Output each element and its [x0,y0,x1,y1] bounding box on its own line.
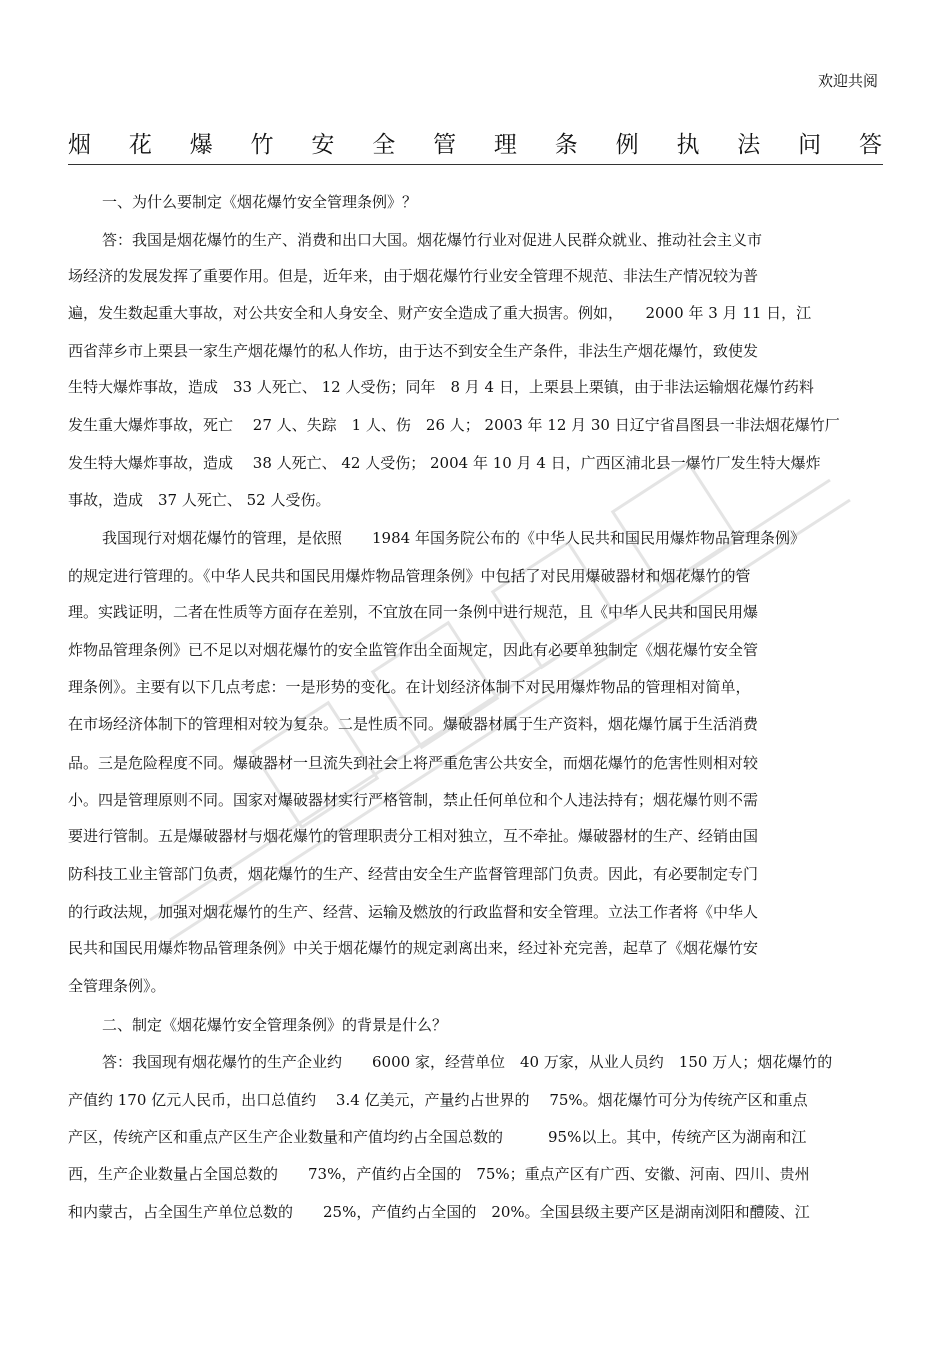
title-char: 执 [676,131,700,158]
paragraph-line: 理。实践证明，二者在性质等方面存在差别，不宜放在同一条例中进行规范，且《中华人民共和国民用爆 [68,603,759,621]
paragraph-line: 民共和国民用爆炸物品管理条例》中关于烟花爆竹的规定剥离出来，经过补充完善，起草了《烟花爆竹安 [68,939,759,957]
title-char: 法 [737,131,761,158]
paragraph-line: 的规定进行管理的。《中华人民共和国民用爆炸物品管理条例》中包括了对民用爆破器材和烟花爆竹的管 [68,567,751,585]
paragraph-line: 要进行管制。五是爆破器材与烟花爆竹的管理职责分工相对独立，互不牵扯。爆破器材的生产、经销由国 [68,827,759,845]
paragraph-line: 和内蒙古，占全国生产单位总数的 25%，产值约占全国的 20%。全国县级主要产区是湖南浏阳和醴陵、江 [68,1203,810,1221]
title-char: 条 [554,131,578,158]
title-char: 理 [493,131,517,158]
title-char: 答 [858,131,882,158]
title-char: 管 [433,131,457,158]
title-char: 竹 [250,131,274,158]
title-char: 例 [615,131,639,158]
title-char: 问 [798,131,822,158]
title-divider [68,164,883,165]
paragraph-line: 我国现行对烟花爆竹的管理，是依照 1984 年国务院公布的《中华人民共和国民用爆炸物品管理条例》 [102,529,805,547]
paragraph-line: 在市场经济体制下的管理相对较为复杂。二是性质不同。爆破器材属于生产资料，烟花爆竹属于生活消费 [68,715,759,733]
paragraph-line: 的行政法规，加强对烟花爆竹的生产、经营、运输及燃放的行政监督和安全管理。立法工作者将《中华人 [68,903,759,921]
paragraph-line: 发生重大爆炸事故，死亡 27 人、失踪 1 人、伤 26 人； 2003 年 12 月 30 日辽宁省昌图县一非法烟花爆竹厂 [68,416,840,434]
paragraph-line: 答：我国是烟花爆竹的生产、消费和出口大国。烟花爆竹行业对促进人民群众就业、推动社会主义市 [102,231,763,249]
paragraph-line: 发生特大爆炸事故，造成 38 人死亡、 42 人受伤； 2004 年 10 月 4 日，广西区浦北县一爆竹厂发生特大爆炸 [68,454,821,472]
paragraph-line: 理条例》。主要有以下几点考虑：一是形势的变化。在计划经济体制下对民用爆炸物品的管理相对简单， [68,678,751,696]
title-char: 爆 [189,131,213,158]
paragraph-line: 产区，传统产区和重点产区生产企业数量和产值均约占全国总数的 95%以上。其中，传统产区为湖南和江 [68,1128,807,1146]
title-char: 安 [311,131,335,158]
paragraph-line: 炸物品管理条例》已不足以对烟花爆竹的安全监管作出全面规定，因此有必要单独制定《烟花爆竹安全管 [68,641,759,659]
paragraph-line: 答：我国现有烟花爆竹的生产企业约 6000 家，经营单位 40 万家，从业人员约 150 万人；烟花爆竹的 [102,1053,833,1071]
paragraph-line: 小。四是管理原则不同。国家对爆破器材实行严格管制，禁止任何单位和个人违法持有；烟花爆竹则不需 [68,791,759,809]
title-char: 烟 [68,131,91,158]
title-char: 花 [128,131,152,158]
paragraph-line: 品。三是危险程度不同。爆破器材一旦流失到社会上将严重危害公共安全，而烟花爆竹的危害性则相对较 [68,754,759,772]
title-char: 全 [372,131,396,158]
question-heading: 一、为什么要制定《烟花爆竹安全管理条例》？ [102,193,418,211]
paragraph-line: 防科技工业主管部门负责，烟花爆竹的生产、经营由安全生产监督管理部门负责。因此，有必要制定专门 [68,865,759,883]
paragraph-line: 产值约 170 亿元人民币，出口总值约 3.4 亿美元，产量约占世界的 75%。烟花爆竹可分为传统产区和重点 [68,1091,808,1109]
paragraph-line: 遍，发生数起重大事故，对公共安全和人身安全、财产安全造成了重大损害。例如， 2000 年 3 月 11 日，江 [68,304,812,322]
paragraph-line: 西省萍乡市上栗县一家生产烟花爆竹的私人作坊，由于达不到安全生产条件，非法生产烟花爆竹，致使发 [68,342,759,360]
paragraph-line: 全管理条例》。 [68,977,166,995]
paragraph-line: 西，生产企业数量占全国总数的 73%，产值约占全国的 75%；重点产区有广西、安徽、河南、四川、贵州 [68,1165,810,1183]
page-title [68,122,882,162]
question-heading: 二、制定《烟花爆竹安全管理条例》的背景是什么？ [102,1016,448,1034]
paragraph-line: 场经济的发展发挥了重要作用。但是，近年来，由于烟花爆竹行业安全管理不规范、非法生产情况较为普 [68,267,759,285]
header-note: 欢迎共阅 [817,72,878,90]
paragraph-line: 事故，造成 37 人死亡、 52 人受伤。 [68,491,331,509]
paragraph-line: 生特大爆炸事故，造成 33 人死亡、 12 人受伤；同年 8 月 4 日，上栗县上栗镇，由于非法运输烟花爆竹药料 [68,378,814,396]
